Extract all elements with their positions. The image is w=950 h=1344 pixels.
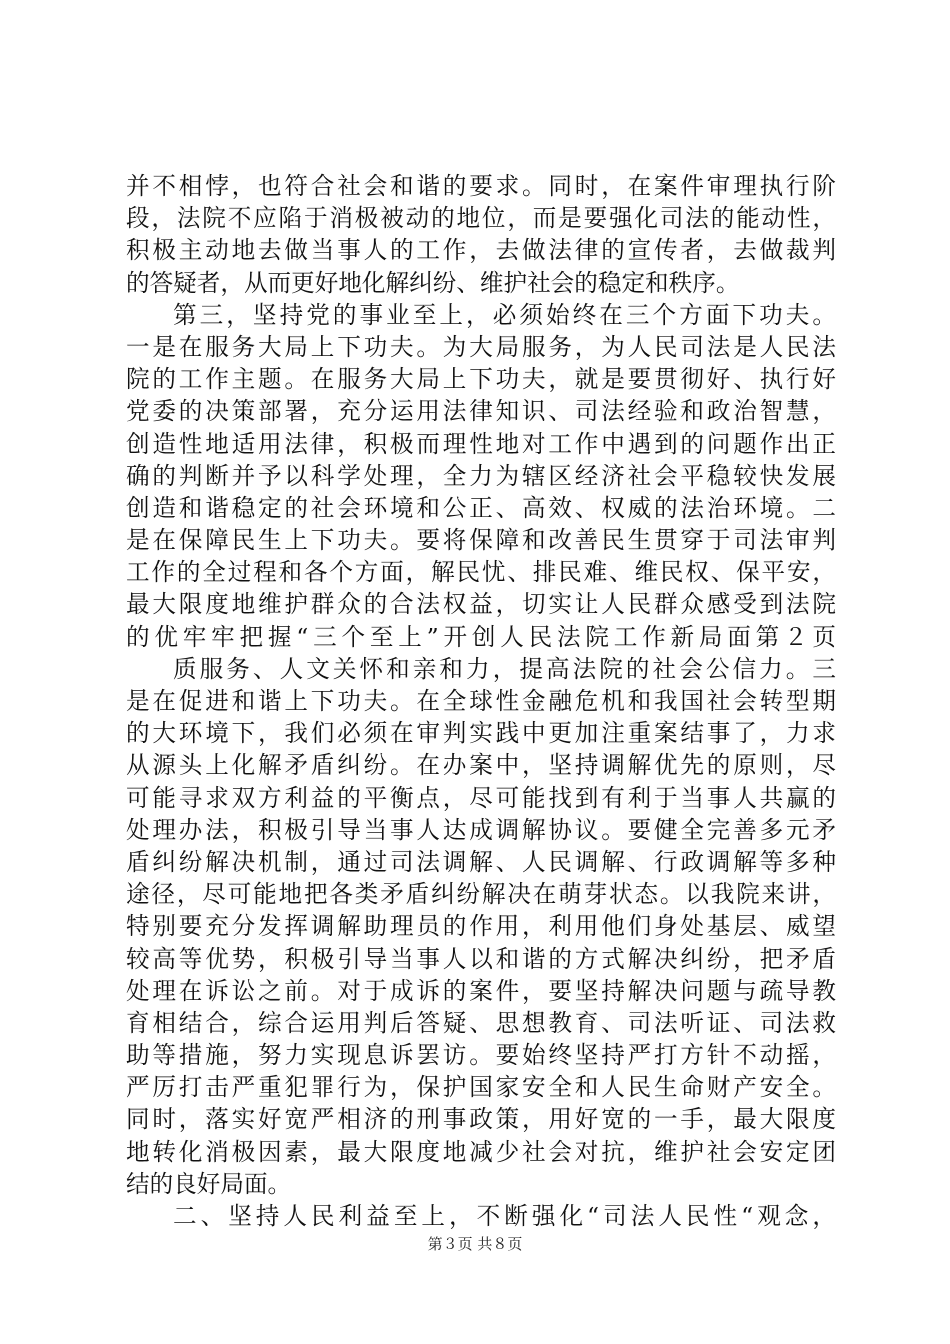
- text-line: 同时，落实好宽严相济的刑事政策，用好宽的一手，最大限度: [126, 1105, 836, 1134]
- text-line: 最大限度地维护群众的合法权益，切实让人民群众感受到法院: [126, 590, 836, 619]
- text-line: 从源头上化解矛盾纠纷。在办案中，坚持调解优先的原则，尽: [126, 751, 836, 780]
- text-line: 助等措施，努力实现息诉罢访。要始终坚持严打方针不动摇，: [126, 1041, 836, 1070]
- text-line: 的答疑者，从而更好地化解纠纷、维护社会的稳定和秩序。: [126, 268, 740, 297]
- text-line: 育相结合，综合运用判后答疑、思想教育、司法听证、司法救: [126, 1008, 836, 1037]
- text-line: 二、坚持人民利益至上，不断强化“司法人民性“观念，: [173, 1202, 836, 1230]
- text-line: 较高等优势，积极引导当事人以和谐的方式解决纠纷，把矛盾: [126, 944, 836, 973]
- text-line: 处理在诉讼之前。对于成诉的案件，要坚持解决问题与疏导教: [126, 976, 836, 1005]
- text-line: 的大环境下，我们必须在审判实践中更加注重案结事了，力求: [126, 719, 836, 748]
- text-line: 确的判断并予以科学处理，全力为辖区经济社会平稳较快发展: [126, 461, 836, 490]
- text-line: 并不相悖，也符合社会和谐的要求。同时，在案件审理执行阶: [126, 172, 836, 200]
- text-line: 一是在服务大局上下功夫。为大局服务，为人民司法是人民法: [126, 332, 836, 361]
- page-footer: [0, 1234, 950, 1254]
- text-line: 盾纠纷解决机制，通过司法调解、人民调解、行政调解等多种: [126, 847, 836, 876]
- text-line: 是在促进和谐上下功夫。在全球性金融危机和我国社会转型期: [126, 687, 836, 715]
- text-line: 段，法院不应陷于消极被动的地位，而是要强化司法的能动性，: [126, 204, 836, 233]
- text-line: 创造性地适用法律，积极而理性地对工作中遇到的问题作出正: [126, 429, 836, 458]
- document-body: [126, 170, 836, 1232]
- text-line: 结的良好局面。: [126, 1169, 292, 1198]
- text-line: 特别要充分发挥调解助理员的作用，利用他们身处基层、威望: [126, 912, 836, 941]
- text-line: 地转化消极因素，最大限度地减少社会对抗，维护社会安定团: [126, 1137, 836, 1166]
- text-line: 的优牢牢把握“三个至上”开创人民法院工作新局面第２页: [126, 622, 836, 651]
- text-line: 积极主动地去做当事人的工作，去做法律的宣传者，去做裁判: [126, 236, 836, 265]
- text-line: 是在保障民生上下功夫。要将保障和改善民生贯穿于司法审判: [126, 526, 836, 555]
- text-line: 途径，尽可能地把各类矛盾纠纷解决在萌芽状态。以我院来讲，: [126, 880, 836, 909]
- text-line: 第三，坚持党的事业至上，必须始终在三个方面下功夫。: [173, 300, 836, 329]
- text-line: 创造和谐稳定的社会环境和公正、高效、权威的法治环境。二: [126, 493, 836, 522]
- page-number-label: 第３页 共８页: [427, 1235, 523, 1253]
- text-line: 质服务、人文关怀和亲和力，提高法院的社会公信力。三: [173, 654, 836, 683]
- text-line: 院的工作主题。在服务大局上下功夫，就是要贯彻好、执行好: [126, 365, 836, 394]
- text-line: 党委的决策部署，充分运用法律知识、司法经验和政治智慧，: [126, 397, 836, 426]
- text-line: 处理办法，积极引导当事人达成调解协议。要健全完善多元矛: [126, 815, 836, 844]
- text-line: 严厉打击严重犯罪行为，保护国家安全和人民生命财产安全。: [126, 1073, 836, 1102]
- text-line: 工作的全过程和各个方面，解民忧、排民难、维民权、保平安，: [126, 558, 836, 587]
- text-line: 可能寻求双方利益的平衡点，尽可能找到有利于当事人共赢的: [126, 783, 836, 812]
